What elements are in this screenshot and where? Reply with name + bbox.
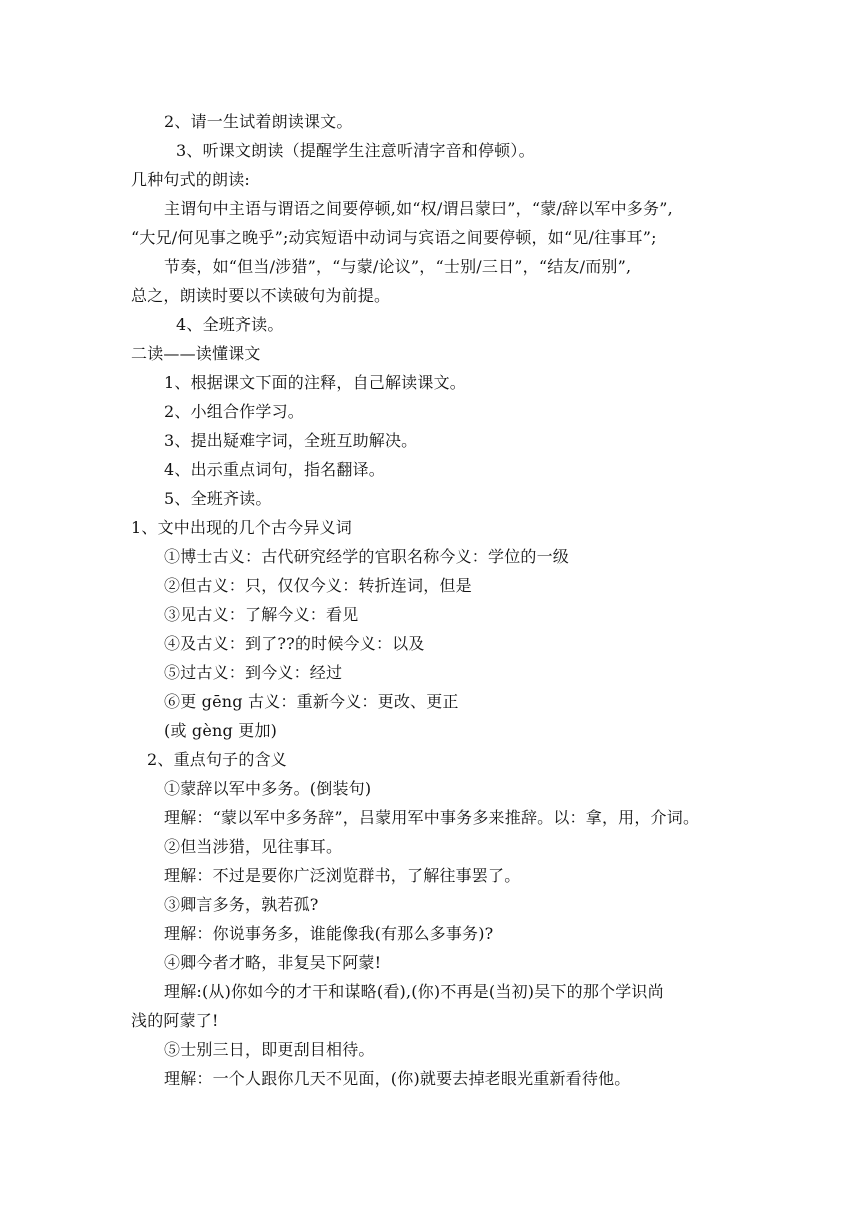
text-line: ③卿言多务，孰若孤? xyxy=(164,895,319,914)
text-line: 4、全班齐读。 xyxy=(176,315,284,334)
text-line: 浅的阿蒙了! xyxy=(131,1011,219,1030)
text-line: 节奏，如“但当/涉猎”，“与蒙/论议”，“士别/三日”，“结友/而别”, xyxy=(164,257,632,276)
text-line: 3、提出疑难字词，全班互助解决。 xyxy=(164,431,418,450)
text-line: ⑤过古义：到今义：经过 xyxy=(164,663,343,682)
text-line: “大兄/何见事之晚乎”;动宾短语中动词与宾语之间要停顿，如“见/往事耳”; xyxy=(131,228,657,247)
text-line: ②但古义：只，仅仅今义：转折连词，但是 xyxy=(164,576,472,595)
text-line: ④及古义：到了??的时候今义：以及 xyxy=(164,634,425,653)
text-line: 1、根据课文下面的注释，自己解读课文。 xyxy=(164,373,466,392)
text-line: 几种句式的朗读: xyxy=(131,170,250,189)
text-line: ④卿今者才略，非复吴下阿蒙! xyxy=(164,953,382,972)
text-line: 3、听课文朗读（提醒学生注意听清字音和停顿）。 xyxy=(176,141,535,160)
text-line: ①蒙辞以军中多务。(倒装句) xyxy=(164,779,372,798)
text-line: 1、文中出现的几个古今异义词 xyxy=(131,518,352,537)
text-line: 理解:(从)你如今的才干和谋略(看),(你)不再是(当初)吴下的那个学识尚 xyxy=(164,982,664,1001)
text-line: ⑥更 gēng 古义：重新今义：更改、更正 xyxy=(164,692,459,711)
text-line: (或 gèng 更加) xyxy=(164,721,278,740)
text-line: 2、小组合作学习。 xyxy=(164,402,304,421)
text-line: 4、出示重点词句，指名翻译。 xyxy=(164,460,385,479)
text-line: 总之，朗读时要以不读破句为前提。 xyxy=(131,286,391,305)
text-line: 理解：不过是要你广泛浏览群书，了解往事罢了。 xyxy=(164,866,521,885)
text-line: 理解：一个人跟你几天不见面，(你)就要去掉老眼光重新看待他。 xyxy=(164,1069,631,1088)
text-line: ③见古义：了解今义：看见 xyxy=(164,605,359,624)
text-line: 主谓句中主语与谓语之间要停顿,如“权/谓吕蒙曰”，“蒙/辞以军中多务”, xyxy=(164,199,673,218)
text-line: 二读——读懂课文 xyxy=(131,344,261,363)
text-line: ⑤士别三日，即更刮目相待。 xyxy=(164,1040,375,1059)
text-line: 理解：你说事务多，谁能像我(有那么多事务)? xyxy=(164,924,494,943)
text-line: 2、重点句子的含义 xyxy=(147,750,287,769)
text-line: 2、请一生试着朗读课文。 xyxy=(164,112,353,131)
text-line: ②但当涉猎，见往事耳。 xyxy=(164,837,343,856)
text-line: 5、全班齐读。 xyxy=(164,489,272,508)
text-line: 理解：“蒙以军中多务辞”，吕蒙用军中事务多来推辞。以：拿，用，介词。 xyxy=(164,808,700,827)
text-line: ①博士古义：古代研究经学的官职名称今义：学位的一级 xyxy=(164,547,570,566)
